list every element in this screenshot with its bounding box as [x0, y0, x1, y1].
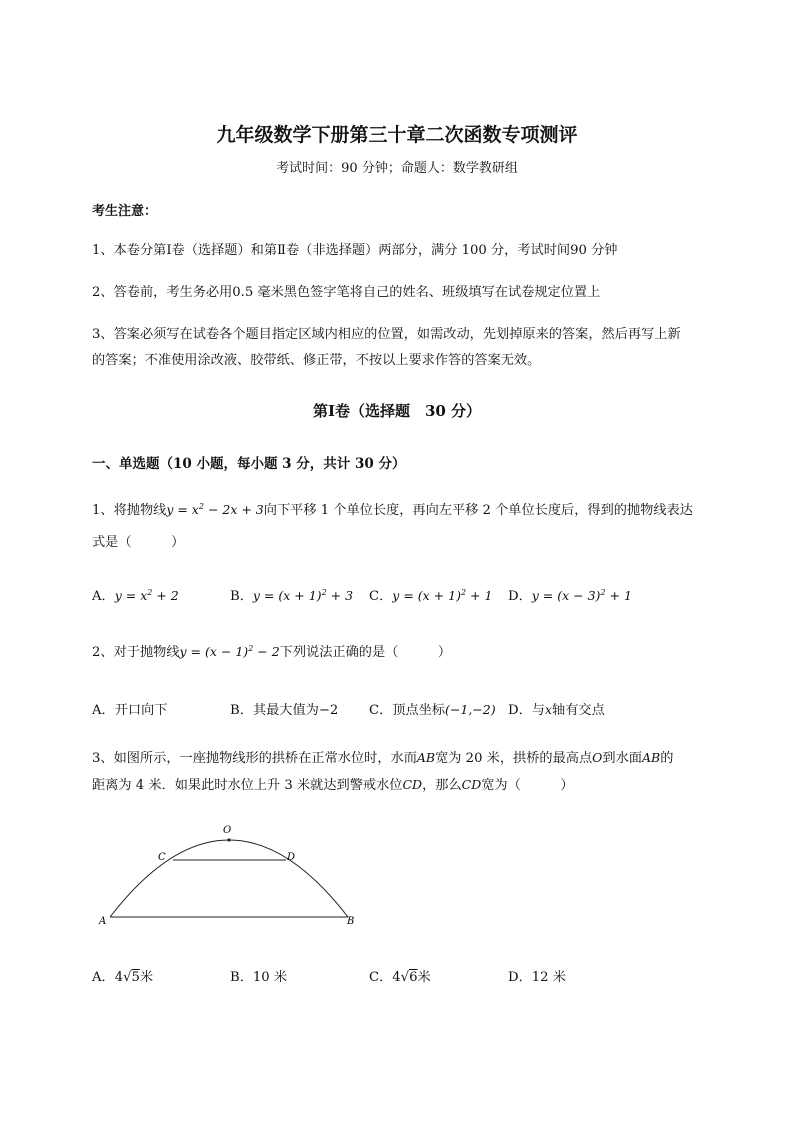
q2-option-d[interactable]: D．与x轴有交点 — [508, 702, 605, 718]
q3-line-1: 3、如图所示，一座抛物线形的拱桥在正常水位时，水而AB宽为 20 米，拱桥的最高点O到水面AB的 — [92, 750, 674, 766]
arch-bridge-figure — [90, 815, 370, 935]
q2-line: 2、对于抛物线$y = (x - 1)^2 - 2$下列说法正确的是（ ） — [92, 643, 452, 660]
arch-curve — [110, 840, 348, 917]
exam-title: 九年级数学下册第三十章二次函数专项测评 — [216, 124, 578, 146]
q1-line-2: 式是（ ） — [92, 535, 185, 550]
notice-heading: 考生注意： — [92, 204, 158, 219]
part-heading: 一、单选题（10 小题，每小题 3 分，共计 30 分） — [92, 456, 406, 472]
section-title: 第Ⅰ卷（选择题 30 分） — [312, 402, 482, 420]
q1-option-d[interactable]: D．$y = (x - 3)^2 + 1$ — [508, 587, 632, 604]
q2-option-b[interactable]: B．其最大值为−2 — [230, 703, 339, 718]
label-c: C — [158, 852, 166, 863]
label-b: B — [347, 916, 355, 927]
q3-line-2: 距离为 4 米．如果此时水位上升 3 米就达到警戒水位CD，那么CD宽为（ ） — [92, 777, 574, 793]
q1-prefix: 1、将抛物线 — [92, 503, 167, 518]
q3-option-b[interactable]: B．10 米 — [230, 970, 288, 985]
q3-option-a[interactable]: A．4√5米 — [92, 970, 154, 985]
notice-item-2: 2、答卷前，考生务必用0.5 毫米黑色签字笔将自己的姓名、班级填写在试卷规定位置上 — [92, 285, 601, 300]
notice-item-3-line-1: 3、答案必须写在试卷各个题目指定区域内相应的位置，如需改动，先划掉原来的答案，然后再写上新 — [92, 327, 681, 342]
q3-option-c[interactable]: C．4√6米 — [369, 970, 431, 985]
notice-item-1: 1、本卷分第Ⅰ卷（选择题）和第Ⅱ卷（非选择题）两部分，满分 100 分，考试时间90 分钟 — [92, 243, 618, 258]
q2-option-a[interactable]: A．开口向下 — [92, 703, 168, 718]
q2-option-c[interactable]: C．顶点坐标(−1,−2) — [369, 702, 496, 718]
q2-formula: $y = (x - 1)^2 - 2$ — [179, 643, 280, 659]
q1-formula: $y = x^2 - 2x + 3$ — [166, 501, 264, 517]
exam-subtitle: 考试时间：90 分钟；命题人：数学教研组 — [276, 161, 518, 176]
vertex-point-o — [227, 838, 230, 841]
q1-option-c[interactable]: C．$y = (x + 1)^2 + 1$ — [369, 587, 493, 604]
label-d: D — [287, 852, 296, 863]
q1-suffix: 向下平移 1 个单位长度，再向左平移 2 个单位长度后，得到的抛物线表达 — [263, 503, 693, 518]
q1-option-b[interactable]: B．$y = (x + 1)^2 + 3$ — [230, 587, 354, 604]
q1-option-a[interactable]: A．$y = x^2 + 2$ — [92, 587, 179, 604]
q1-line-1 — [92, 499, 693, 522]
notice-item-3-line-2: 的答案；不准使用涂改液、胶带纸、修正带，不按以上要求作答的答案无效。 — [92, 353, 541, 368]
q3-option-d[interactable]: D．12 米 — [508, 970, 566, 985]
label-a: A — [99, 916, 107, 927]
label-o: O — [223, 825, 232, 836]
